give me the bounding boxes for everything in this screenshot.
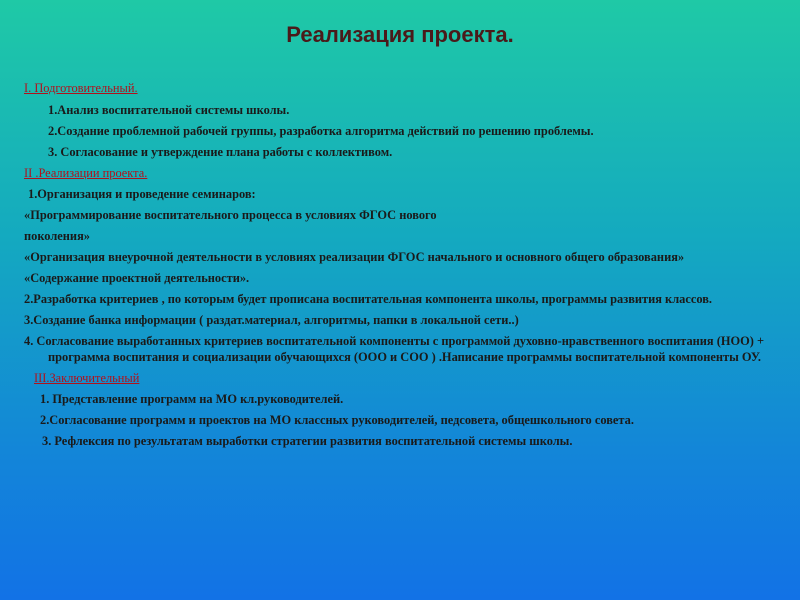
stage3-item-2: 2.Согласование программ и проектов на МО классных руководителей, педсовета, общешкольного совета. [40, 413, 634, 427]
stage2-item-1: 1.Организация и проведение семинаров: [28, 187, 256, 201]
stage3-item-3: 3. Рефлексия по результатам выработки стратегии развития воспитательной системы школы. [42, 434, 573, 448]
stage2-item-2: 2.Разработка критериев , по которым будет прописана воспитательная компонента школы, программы развития классов. [24, 292, 713, 306]
stage1-item-3: 3. Согласование и утверждение плана работы с коллективом. [48, 145, 393, 159]
stage1-item-2: 2.Создание проблемной рабочей группы, разработка алгоритма действий по решению проблемы. [48, 124, 594, 138]
stage2-item-4: 4. Согласование выработанных критериев воспитательной компоненты с программой духовно-нравственного воспитания (НОО) + программа воспитания и социализации обучающихся (ООО и СОО ) .Написание программы воспитательной компоненты ОУ. [24, 334, 765, 364]
stage1-item-1: 1.Анализ воспитательной системы школы. [48, 103, 290, 117]
stage1-heading: I. Подготовительный. [24, 81, 138, 95]
stage2-item-3: 3.Создание банка информации ( раздат.материал, алгоритмы, папки в локальной сети..) [24, 313, 519, 327]
stage2-heading: II .Реализации проекта. [24, 166, 148, 180]
slide-title: Реализация проекта. [286, 22, 514, 47]
seminar-2: «Организация внеурочной деятельности в условиях реализации ФГОС начального и основного общего образования» [24, 250, 685, 264]
stage3-item-1: 1. Представление программ на МО кл.руководителей. [40, 392, 344, 406]
stage3-heading: III.Заключительный [34, 371, 140, 385]
seminar-1-line-1: «Программирование воспитательного процесса в условиях ФГОС нового [24, 208, 437, 222]
seminar-3: «Содержание проектной деятельности». [24, 271, 250, 285]
slide-body [24, 80, 784, 454]
seminar-1-line-2: поколения» [24, 229, 90, 243]
